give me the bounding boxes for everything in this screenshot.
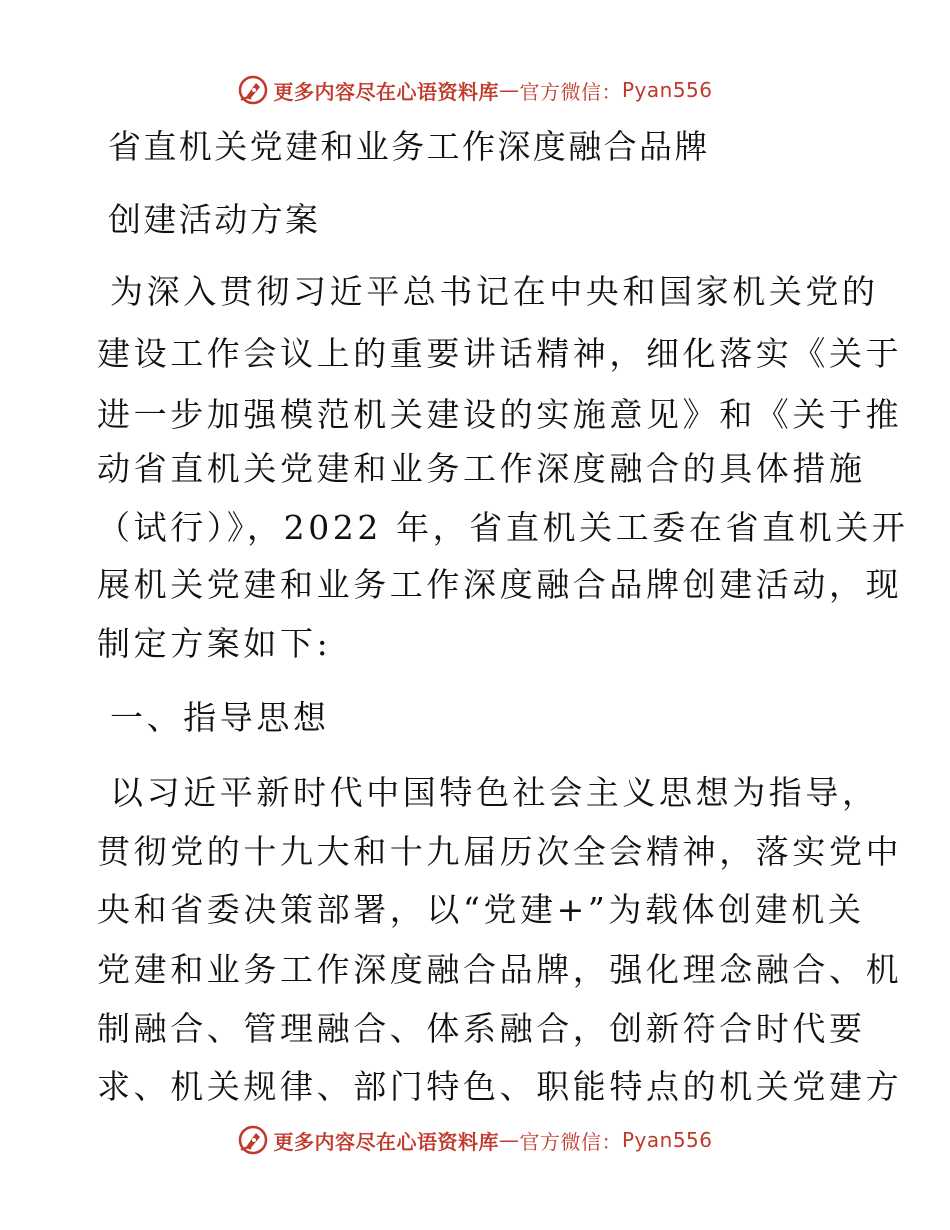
watermark-text: 更多内容尽在心语资料库 bbox=[273, 79, 499, 104]
paragraph-line: 展机关党建和业务工作深度融合品牌创建活动，现 bbox=[97, 565, 903, 604]
watermark-banner-top bbox=[0, 70, 950, 110]
paragraph-line: 以习近平新时代中国特色社会主义思想为指导， bbox=[110, 773, 879, 812]
watermark-banner-bottom bbox=[0, 1120, 950, 1160]
paragraph-line: 制定方案如下: bbox=[97, 624, 332, 663]
wechat-label: 官方微信： bbox=[519, 1129, 622, 1154]
paragraph-line: 央和省委决策部署，以“党建+”为载体创建机关 bbox=[97, 890, 865, 929]
paragraph-line: 为深入贯彻习近平总书记在中央和国家机关党的 bbox=[110, 272, 879, 311]
watermark-text: 更多内容尽在心语资料库 bbox=[273, 1129, 499, 1154]
paragraph-line: （试行）》，2022 年，省直机关工委在省直机关开 bbox=[97, 508, 909, 547]
watermark-dash: — bbox=[498, 1128, 520, 1152]
watermark-dash: — bbox=[498, 78, 520, 102]
wechat-id: Pyan556 bbox=[621, 78, 713, 102]
paragraph-line: 制融合、管理融合、体系融合，创新符合时代要 bbox=[97, 1009, 866, 1048]
wechat-label: 官方微信： bbox=[519, 79, 622, 104]
document-title-line-1: 省直机关党建和业务工作深度融合品牌 bbox=[108, 127, 710, 166]
paragraph-line: 进一步加强模范机关建设的实施意见》和《关于推 bbox=[97, 395, 903, 434]
pen-nib-logo-icon bbox=[237, 74, 269, 106]
section-heading: 一、指导思想 bbox=[110, 698, 330, 737]
wechat-id: Pyan556 bbox=[621, 1128, 713, 1152]
paragraph-line: 建设工作会议上的重要讲话精神，细化落实《关于 bbox=[97, 334, 903, 373]
pen-nib-logo-icon bbox=[237, 1124, 269, 1156]
paragraph-line: 贯彻党的十九大和十九届历次全会精神，落实党中 bbox=[97, 832, 903, 871]
document-title-line-2: 创建活动方案 bbox=[108, 200, 321, 239]
paragraph-line: 求、机关规律、部门特色、职能特点的机关党建方 bbox=[97, 1067, 903, 1106]
paragraph-line: 党建和业务工作深度融合品牌，强化理念融合、机 bbox=[97, 950, 903, 989]
paragraph-line: 动省直机关党建和业务工作深度融合的具体措施 bbox=[97, 449, 866, 488]
